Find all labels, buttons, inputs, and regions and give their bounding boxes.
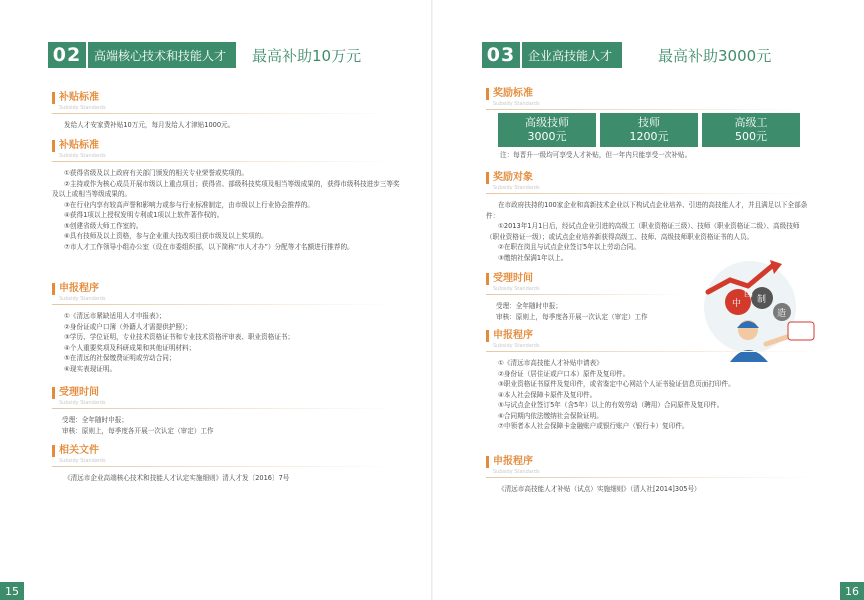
section-subtitle: Subsidy Standards (59, 153, 106, 159)
section-header-02 (48, 42, 361, 68)
subsidy-amount: 500元 (735, 130, 767, 143)
subsidy-box-senior-worker (702, 113, 800, 147)
body-line: 受理：全年随时申报； (62, 416, 128, 424)
body-line: ⑥具有技师及以上资格，参与企业重大技改项目获市级及以上奖项的。 (64, 232, 268, 240)
section-body (486, 484, 816, 495)
subsidy-box-senior-technician (498, 113, 596, 147)
application-procedure-section (486, 330, 816, 432)
body-line: 受理：全年随时申报； (496, 302, 562, 310)
section-subtitle: Subsidy Standards (493, 343, 540, 349)
section-label: 企业高技能人才 (522, 42, 622, 68)
body-line: ④获得1项以上授权发明专利或1项以上软件著作权的。 (64, 211, 224, 219)
section-rule (486, 351, 816, 352)
body-line: ③缴纳社保满1年以上。 (498, 253, 568, 262)
section-title: 申报程序 (486, 330, 816, 342)
section-title: 补贴标准 (52, 92, 392, 104)
body-line: 《清远市高技能人才补贴（试点）实施细则》（清人社[2014]305号） (498, 485, 701, 493)
subsidy-level: 高级工 (734, 116, 768, 129)
subsidy-headline: 最高补助3000元 (658, 46, 772, 65)
body-line: ⑤创建省级大师工作室的。 (64, 221, 143, 230)
body-line: ③在行业内享有较高声誉和影响力或参与行业标准制定，由市级以上行业协会推荐的。 (64, 200, 314, 209)
section-body (52, 120, 392, 131)
body-line: ②身份证或户口簿（外籍人才需提供护照）； (64, 322, 192, 331)
body-line: ①《清远市紧缺适用人才申报表》； (64, 312, 166, 320)
section-title: 申报程序 (52, 283, 392, 295)
body-line: ⑥现实表现证明。 (64, 364, 117, 373)
subsidy-standard-section (52, 92, 392, 131)
body-line: ①获得省级及以上政府有关部门颁发的相关专业荣誉或奖项的。 (64, 169, 248, 177)
body-line: 审核：原则上，每季度各开展一次认定（审定）工作 (496, 312, 648, 321)
section-number: 03 (482, 42, 520, 68)
section-subtitle: Subsidy Standards (59, 296, 106, 302)
section-subtitle: Subsidy Standards (59, 105, 106, 111)
section-rule (52, 161, 400, 162)
section-rule (52, 304, 392, 305)
section-label: 高端核心技术和技能人才 (88, 42, 236, 68)
section-number: 02 (48, 42, 86, 68)
reward-standard-section (486, 88, 806, 110)
subsidy-level: 高级技师 (525, 116, 569, 129)
illustration-char: 造 (777, 309, 787, 319)
section-title: 受理时间 (52, 387, 392, 399)
related-documents-section (52, 445, 392, 484)
illustration-char: 国 (744, 289, 754, 299)
section-rule (52, 466, 392, 467)
section-title: 补贴标准 (52, 140, 400, 152)
body-line: 在市政府扶持的100家企业和高新技术企业以下构试点企业培养、引进的高技能人才，并且满足以下全部条件： (486, 201, 808, 220)
section-header-03 (482, 42, 771, 68)
section-rule (486, 294, 686, 295)
section-subtitle: Subsidy Standards (59, 400, 106, 406)
body-line: ⑦市人才工作领导小组办公室（设在市委组织部，以下简称“市人才办”）分配等才名额进行推荐的。 (64, 242, 354, 251)
body-line: ⑦申领者本人社会保障卡金融账户或银行账户（银行卡）复印件。 (498, 422, 689, 430)
body-line: ①《清远市高技能人才补贴申请表》 (498, 359, 603, 367)
section-title: 申报程序 (486, 456, 816, 468)
right-page (432, 0, 864, 600)
body-line: ⑥合同期内依法缴纳社会保险证明。 (498, 411, 603, 420)
acceptance-time-section (52, 387, 392, 436)
body-line: ②主持或作为核心成员开展市级以上重点项目；获得省、部级科技奖项及相当等级成果的，获得市级科技进步三等奖及以上或相当等级成果的。 (52, 179, 400, 198)
subsidy-amount: 3000元 (527, 130, 567, 143)
body-line: ③职业资格证书原件及复印件，或省鉴定中心网站个人证书验证信息页面打印件。 (498, 380, 735, 388)
section-rule (52, 408, 392, 409)
body-line: ②在职在岗且与试点企业签订5年以上劳动合同。 (498, 243, 640, 251)
body-line: ③学历、学位证明，专业技术资格证书和专业技术资格评审表、职业资格证书； (64, 333, 295, 341)
subsidy-headline: 最高补助10万元 (252, 46, 362, 65)
body-line: 审核：原则上，每季度各开展一次认定（审定）工作 (62, 426, 214, 435)
section-title: 受理时间 (486, 273, 686, 285)
section-body (486, 358, 816, 432)
body-line: 发给人才安家费补贴10万元，每月发给人才津贴1000元。 (64, 121, 235, 129)
section-body (52, 473, 392, 484)
section-title: 奖励标准 (486, 88, 806, 100)
section-subtitle: Subsidy Standards (493, 469, 540, 475)
section-rule (52, 113, 392, 114)
body-line: ⑤在清远的社保缴费证明或劳动合同； (64, 354, 176, 362)
body-line: ②身份证（居住证或户口本）原件及复印件。 (498, 369, 630, 378)
reward-target-section (486, 172, 812, 263)
subsidy-box-technician (600, 113, 698, 147)
eligibility-section (52, 140, 400, 252)
section-body (52, 415, 392, 436)
body-line: 《清远市企业高端核心技术和技能人才认定实施细则》清人才发〔2016〕7号 (64, 474, 290, 482)
section-title: 奖励对象 (486, 172, 812, 184)
body-line: ①2013年1月1日后，经试点企业引进的高级工（职业资格证三级）、技师（职业资格证二级）、高级技师（职业资格证一级）；或试点企业培养新获得高级工、技师、高级技师职业资格证书的人员。 (486, 222, 800, 241)
policy-document-section (486, 456, 816, 495)
section-subtitle: Subsidy Standards (493, 286, 540, 292)
body-line: ⑤与试点企业签订5年（含5年）以上的有效劳动（聘用）合同原件及复印件。 (498, 401, 724, 409)
section-body (52, 168, 400, 252)
body-line: ④个人重要奖项及科研成果和其他证明材料； (64, 343, 196, 352)
body-line: ④本人社会保障卡原件及复印件。 (498, 390, 597, 399)
subsidy-note: 注：每晋升一级均可享受人才补贴，但一年内只能享受一次补贴。 (500, 151, 692, 159)
section-rule (486, 109, 806, 110)
subsidy-boxes (498, 113, 800, 147)
section-body (486, 301, 686, 322)
illustration-char: 中 (732, 299, 742, 309)
application-procedure-section (52, 283, 392, 374)
subsidy-level: 技师 (638, 116, 660, 129)
section-rule (486, 193, 812, 194)
acceptance-time-section (486, 273, 686, 322)
subsidy-amount: 1200元 (629, 130, 669, 143)
section-subtitle: Subsidy Standards (493, 185, 540, 191)
section-rule (486, 477, 816, 478)
section-title: 相关文件 (52, 445, 392, 457)
section-subtitle: Subsidy Standards (59, 458, 106, 464)
section-subtitle: Subsidy Standards (493, 101, 540, 107)
section-body (52, 311, 392, 374)
page-number: 15 (0, 582, 24, 600)
illustration-char: 制 (757, 295, 767, 305)
page-number: 16 (840, 582, 864, 600)
